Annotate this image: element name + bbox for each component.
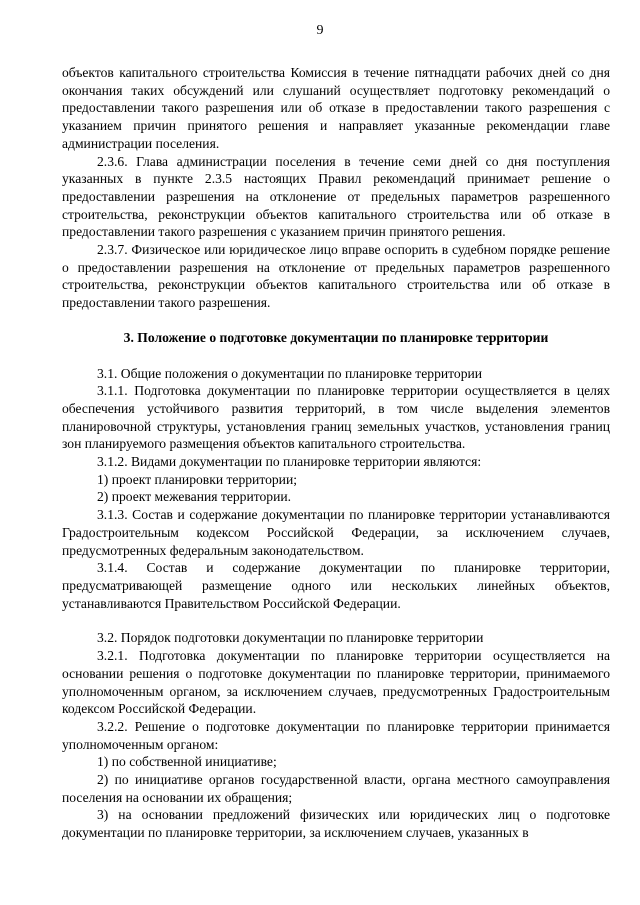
paragraph: 2.3.7. Физическое или юридическое лицо вправе оспорить в судебном порядке решение о предоставлении разрешения на отклонение от предельных параметров разрешенного строительства, реконструкции объектов капитального строительства или об отказе в предоставлении такого разрешения.	[62, 242, 610, 311]
paragraph: 2.3.6. Глава администрации поселения в течение семи дней со дня поступления указанных в пункте 2.3.5 настоящих Правил рекомендаций принимает решение о предоставлении разрешения на отклонение от предельных параметров разрешенного строительства, реконструкции объектов капитального строительства или об отказе в предоставлении такого разрешения с указанием причин принятого решения.	[62, 153, 610, 240]
document-body	[62, 64, 610, 842]
list-item: 2) проект межевания территории.	[97, 489, 292, 505]
paragraph: объектов капитального строительства Комиссия в течение пятнадцати рабочих дней со дня окончания таких обсуждений или слушаний осуществляет подготовку рекомендаций о предоставлении такого разрешения или об отказе в предоставлении такого разрешения с указанием причин принятого решения и направляет указанные рекомендации главе администрации поселения.	[62, 65, 610, 151]
spacer	[62, 612, 610, 629]
list-item: 1) по собственной инициативе;	[97, 754, 277, 770]
list-item: 3) на основании предложений физических или юридических лиц о подготовке документации по планировке территории, за исключением случаев, указанных в	[62, 807, 610, 841]
paragraph: 3.1.4. Состав и содержание документации по планировке территории, предусматривающей размещение одного или нескольких линейных объектов, устанавливаются Правительством Российской Федерации.	[62, 560, 610, 611]
page-number: 9	[316, 23, 324, 38]
paragraph: 3.1.3. Состав и содержание документации по планировке территории устанавливаются Градостроительным кодексом Российской Федерации, за исключением случаев, предусмотренных федеральным законодательством.	[62, 507, 610, 558]
subsection-title: 3.2. Порядок подготовки документации по планировке территории	[97, 630, 484, 646]
paragraph: 3.1.2. Видами документации по планировке территории являются:	[97, 454, 482, 470]
list-item: 2) по инициативе органов государственной власти, органа местного самоуправления поселения на основании их обращения;	[62, 772, 610, 805]
paragraph: 3.2.2. Решение о подготовке документации по планировке территории принимается уполномоченным органом:	[62, 718, 610, 752]
list-item: 1) проект планировки территории;	[97, 471, 298, 487]
subsection-title: 3.1. Общие положения о документации по планировке территории	[97, 365, 483, 381]
paragraph: 3.1.1. Подготовка документации по планировке территории осуществляется в целях обеспечения устойчивого развития территорий, в том числе выделения элементов планировочной структуры, установления границ земельных участков, установления границ зон планируемого размещения объектов капитального строительства.	[62, 383, 610, 452]
section-heading: 3. Положение о подготовке документации по планировке территории	[123, 329, 549, 345]
paragraph: 3.2.1. Подготовка документации по планировке территории осуществляется на основании решения о подготовке документации по планировке территории, принимаемого уполномоченным органом, за исключением случаев, предусмотренных Градостроительным кодексом Российской Федерации.	[62, 648, 610, 717]
